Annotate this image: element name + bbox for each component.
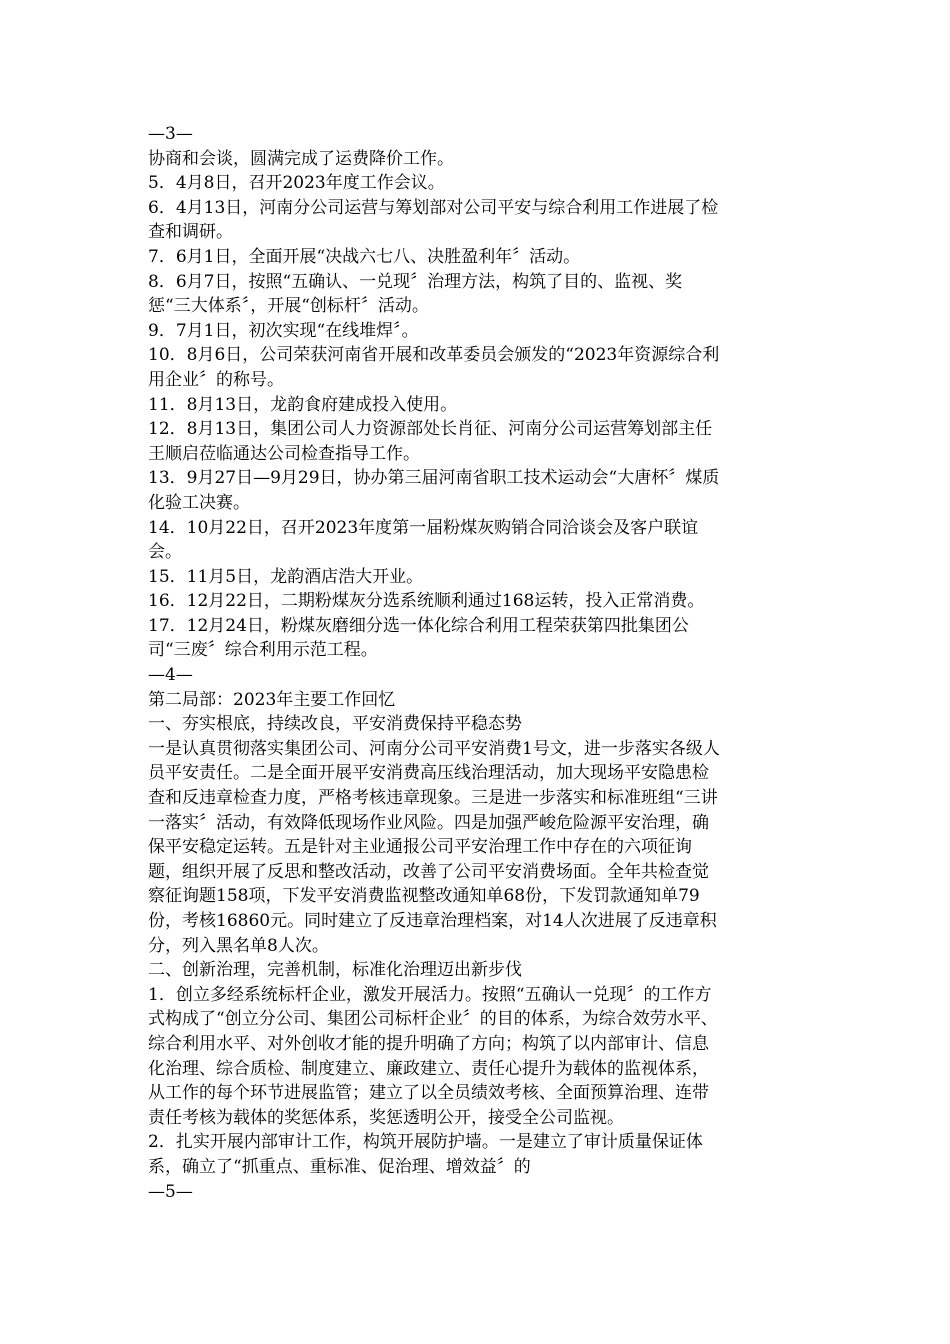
document-page bbox=[148, 122, 808, 1204]
page-number-5: —5— bbox=[148, 1181, 193, 1202]
event-11: 11．8月13日，龙韵食府建成投入使用。 bbox=[148, 394, 458, 415]
subsection-heading: 二、创新治理，完善机制，标准化治理迈出新步伐 bbox=[148, 960, 522, 981]
text-line: 用企业〞的称号。 bbox=[148, 369, 284, 390]
text-line: 协商和会谈，圆满完成了运费降价工作。 bbox=[148, 148, 454, 169]
text-line: 惩“三大体系〞，开展“创标杆〞活动。 bbox=[148, 296, 429, 317]
event-12: 12．8月13日，集团公司人力资源部处长肖征、河南分公司运营筹划部主任 bbox=[148, 419, 713, 440]
event-16: 16．12月22日，二期粉煤灰分选系统顺利通过168运转，投入正常消费。 bbox=[148, 591, 705, 612]
text-line: 化验工决赛。 bbox=[148, 492, 250, 513]
subsection-heading: 一、夯实根底，持续改良，平安消费保持平稳态势 bbox=[148, 714, 522, 735]
text-line: 化治理、综合质检、制度建立、廉政建立、责任心提升为载体的监视体系， bbox=[148, 1058, 709, 1079]
text-line: 察征询题158项，下发平安消费监视整改通知单68份，下发罚款通知单79 bbox=[148, 886, 700, 907]
text-line: 2．扎实开展内部审计工作，构筑开展防护墙。一是建立了审计质量保证体 bbox=[148, 1132, 703, 1153]
page-number-3: —3— bbox=[148, 124, 193, 144]
text-line: 司“三废〞综合利用示范工程。 bbox=[148, 640, 378, 661]
event-7: 7．6月1日，全面开展“决战六七八、决胜盈利年〞活动。 bbox=[148, 246, 581, 267]
text-line: 王顺启莅临通达公司检查指导工作。 bbox=[148, 443, 420, 464]
text-line: 从工作的每个环节进展监管；建立了以全员绩效考核、全面预算治理、连带 bbox=[148, 1083, 709, 1104]
text-line: 一是认真贯彻落实集团公司、河南分公司平安消费1号文，进一步落实各级人 bbox=[148, 738, 720, 759]
event-13: 13．9月27日—9月29日，协办第三届河南省职工技术运动会“大唐杯〞煤质 bbox=[148, 468, 720, 489]
event-5: 5．4月8日，召开2023年度工作会议。 bbox=[148, 173, 445, 194]
event-10: 10．8月6日，公司荣获河南省开展和改革委员会颁发的“2023年资源综合利 bbox=[148, 345, 720, 366]
text-line: 责任考核为载体的奖惩体系，奖惩透明公开，接受全公司监视。 bbox=[148, 1107, 624, 1128]
text-line: 题，组织开展了反思和整改活动，改善了公司平安消费场面。全年共检查觉 bbox=[148, 861, 709, 882]
text-line: 查和调研。 bbox=[148, 222, 233, 243]
text-line: 查和反违章检查力度，严格考核违章现象。三是进一步落实和标准班组“三讲 bbox=[148, 788, 718, 809]
text-line: 保平安稳定运转。五是针对主业通报公司平安治理工作中存在的六项征询 bbox=[148, 837, 692, 858]
text-line: 会。 bbox=[148, 542, 182, 563]
text-line: 1．创立多经系统标杆企业，激发开展活力。按照“五确认一兑现〞的工作方 bbox=[148, 984, 712, 1005]
text-line: 一落实〞活动，有效降低现场作业风险。四是加强严峻危险源平安治理，确 bbox=[148, 812, 709, 833]
text-line: 综合利用水平、对外创收才能的提升明确了方向；构筑了以内部审计、信息 bbox=[148, 1033, 709, 1054]
event-8: 8．6月7日，按照“五确认、一兑现〞治理方法，构筑了目的、监视、奖 bbox=[148, 271, 683, 292]
event-6: 6．4月13日，河南分公司运营与筹划部对公司平安与综合利用工作进展了检 bbox=[148, 197, 719, 218]
event-14: 14．10月22日，召开2023年度第一届粉煤灰购销合同洽谈会及客户联谊 bbox=[148, 517, 699, 538]
page-number-4: —4— bbox=[148, 665, 193, 686]
text-line: 式构成了“创立分公司、集团公司标杆企业〞的目的体系，为综合效劳水平、 bbox=[148, 1009, 718, 1030]
text-line: 员平安责任。二是全面开展平安消费高压线治理活动，加大现场平安隐患检 bbox=[148, 763, 709, 784]
text-line: 分，列入黑名单8人次。 bbox=[148, 935, 329, 956]
section-heading: 第二局部：2023年主要工作回忆 bbox=[148, 689, 396, 710]
event-15: 15．11月5日，龙韵酒店浩大开业。 bbox=[148, 566, 424, 587]
event-17: 17．12月24日，粉煤灰磨细分选一体化综合利用工程荣获第四批集团公 bbox=[148, 615, 689, 636]
text-line: 份，考核16860元。同时建立了反违章治理档案，对14人次进展了反违章积 bbox=[148, 911, 717, 931]
event-9: 9．7月1日，初次实现“在线堆焊〞。 bbox=[148, 320, 419, 341]
text-line: 系，确立了“抓重点、重标准、促治理、增效益〞的 bbox=[148, 1156, 531, 1177]
